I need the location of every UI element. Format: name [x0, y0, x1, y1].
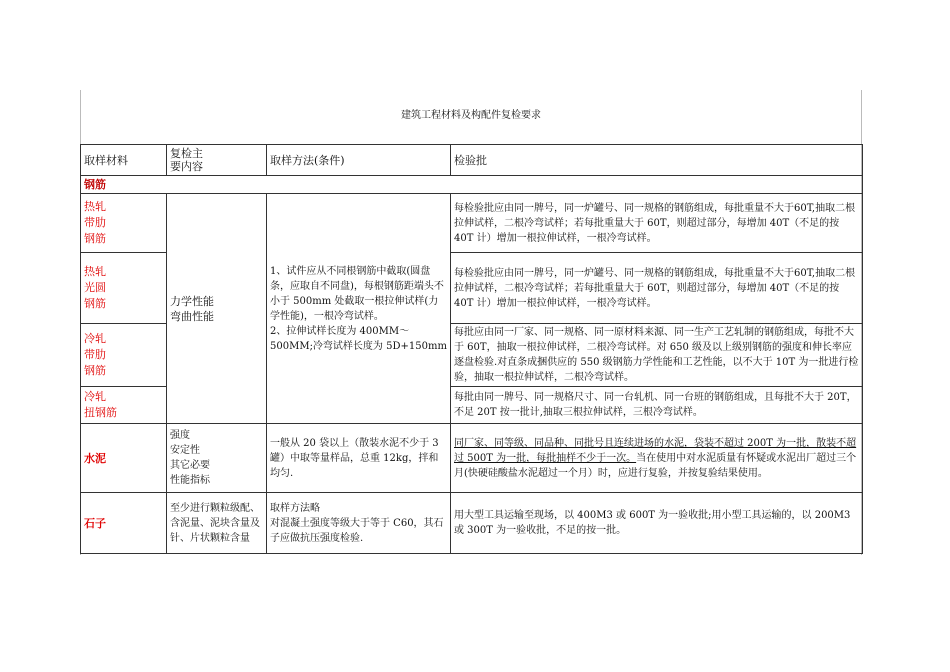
header-batch: 检验批 — [451, 145, 863, 176]
cement-batch-underlined: 同厂家、同等级、同品种、同批号且连续进场的水泥，袋装不超过 200T 为一批，散装不超过 500T 为一批，每批抽样不少于一次。 — [454, 437, 857, 464]
stone-content: 至少进行颗粒级配、含泥量、泥块含量及针、片状颗粒含量 — [167, 493, 267, 554]
steel-batch-3: 每批应由同一厂家、同一规格、同一原材料来源、同一生产工艺轧制的钢筋组成，每批不大于 60T，抽取一根拉伸试样，二根冷弯试样。对 650 级及以上级别钢筋的强度和伸长率应逐盘检验.对直条成捆供应的 550 级钢筋力学性能和工艺性能，以不大于 10T 为一批进行检验，抽取一根拉伸试样，二根冷弯试样。 — [451, 324, 863, 387]
steel-material-4: 冷轧 扭钢筋 — [81, 387, 167, 424]
steel-material-3: 冷轧 带肋 钢筋 — [81, 324, 167, 387]
stone-method: 取样方法略 对混凝土强度等级大于等于 C60，其石子应做抗压强度检验. — [267, 493, 451, 554]
steel-batch-2: 每检验批应由同一牌号，同一炉罐号、同一规格的钢筋组成，每批重量不大于60T,抽取二根拉伸试样，二根冷弯试样；若每批重量大于 60T，则超过部分，每增加 40T（不足的按 40T 计）增加一根拉伸试样，一根冷弯试样。 — [451, 253, 863, 324]
cement-batch-rest: 当在使用中对水泥质量有怀疑或水泥出厂超过三个月(快硬硅酸盐水泥超过一个月）时，应进行复验，并按复验结果使用。 — [454, 452, 857, 479]
header-content: 复检主 要内容 — [167, 145, 267, 176]
header-row — [81, 145, 863, 176]
steel-batch-1: 每检验批应由同一牌号，同一炉罐号、同一规格的钢筋组成，每批重量不大于60T,抽取二根拉伸试样，二根冷弯试样；若每批重量大于 60T，则超过部分，每增加 40T（不足的按 40T 计）增加一根拉伸试样，一根冷弯试样。 — [451, 194, 863, 253]
section-steel-label: 钢筋 — [81, 176, 863, 194]
document-page — [80, 90, 862, 556]
section-cement-label: 水泥 — [81, 424, 167, 493]
document-title: 建筑工程材料及构配件复检要求 — [401, 110, 541, 121]
steel-row-1 — [81, 194, 863, 253]
stone-row — [81, 493, 863, 554]
cement-method: 一般从 20 袋以上（散装水泥不少于 3 罐）中取等量样品，总重 12kg，拌和均匀. — [267, 424, 451, 493]
section-row-steel — [81, 176, 863, 194]
section-stone-label: 石子 — [81, 493, 167, 554]
cement-content: 强度 安定性 其它必要 性能指标 — [167, 424, 267, 493]
steel-material-1: 热轧 带肋 钢筋 — [81, 194, 167, 253]
steel-content: 力学性能 弯曲性能 — [167, 194, 267, 424]
steel-batch-4: 每批由同一牌号、同一规格尺寸、同一台轧机、同一台班的钢筋组成，且每批不大于 20T，不足 20T 按一批计,抽取三根拉伸试样，三根冷弯试样。 — [451, 387, 863, 424]
stone-batch: 用大型工具运输至现场，以 400M3 或 600T 为一验收批;用小型工具运输的，以 200M3 或 300T 为一验收批，不足的按一批。 — [451, 493, 863, 554]
header-material: 取样材料 — [81, 145, 167, 176]
steel-material-2: 热轧 光圆 钢筋 — [81, 253, 167, 324]
requirements-table — [80, 144, 863, 554]
cement-row — [81, 424, 863, 493]
steel-method: 1、试件应从不同根钢筋中截取(圆盘条，应取自不同盘)，每根钢筋距端头不小于 500mm 处截取一根拉伸试样(力学性能)，一根冷弯试样。 2、拉伸试样长度为 400MM～500MM;冷弯试样长度为 5D+150mm — [267, 194, 451, 424]
cement-batch — [451, 424, 863, 493]
header-method: 取样方法(条件) — [267, 145, 451, 176]
